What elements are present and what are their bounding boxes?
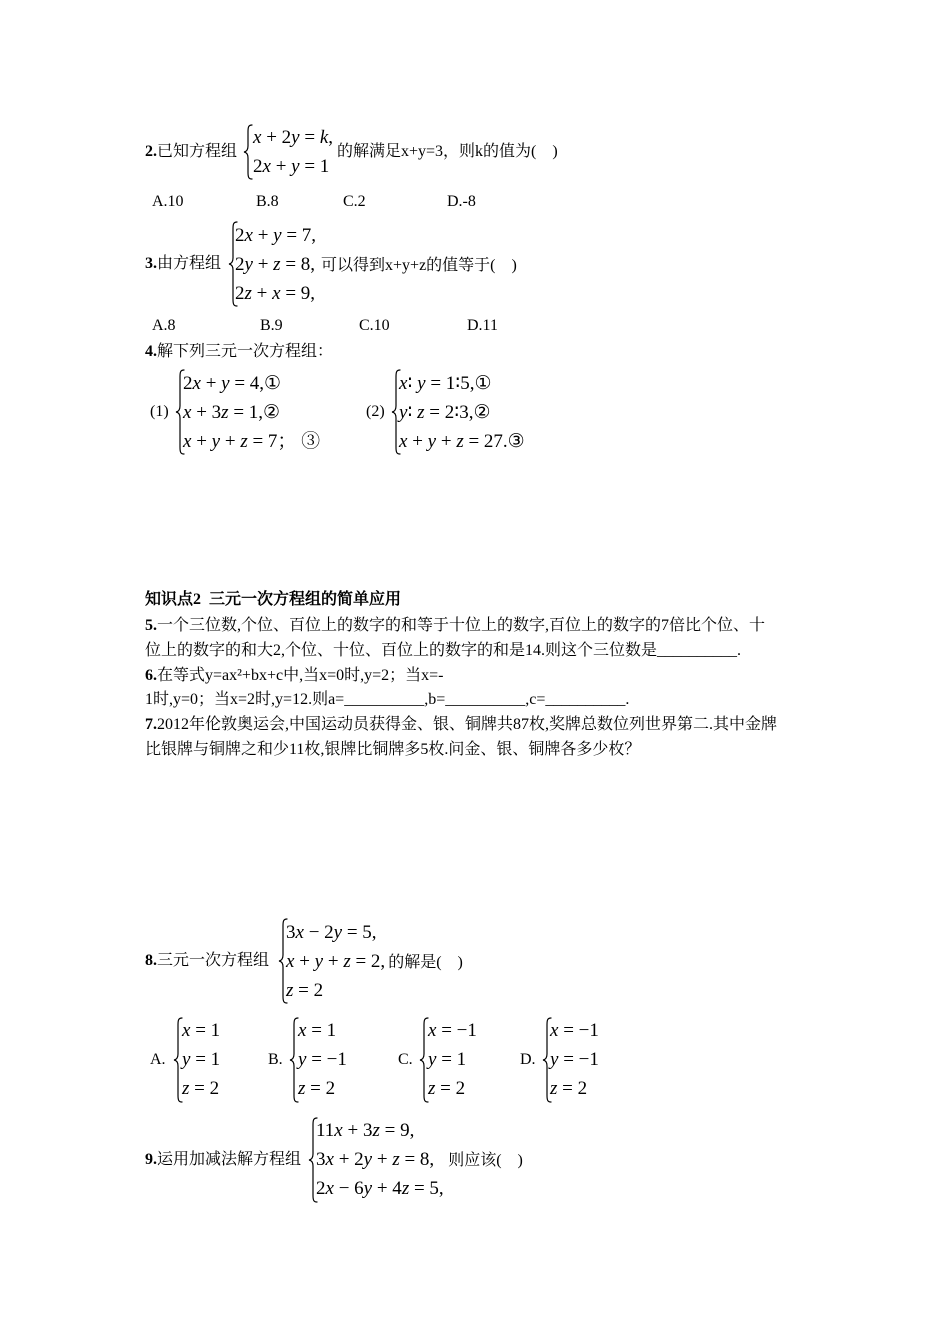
equation: x + y + z = 27.③: [399, 431, 525, 452]
problem-text: 三元一次方程组: [157, 952, 270, 969]
equation: 2x + y = 4,①: [183, 373, 282, 394]
problem-text: 2012年伦敦奥运会,中国运动员获得金、银、铜牌共87枚,奖牌总数位列世界第二.其中金牌: [157, 716, 778, 733]
equation-row: [428, 1045, 477, 1074]
equation-row: [253, 152, 333, 181]
problem-3-stem: [145, 254, 221, 274]
option-c: C.10: [359, 317, 390, 334]
equation: 3x + 2y + z = 8,: [316, 1149, 435, 1170]
problem-9-question: 则应该( ): [448, 1152, 523, 1169]
equation-row: [182, 1045, 220, 1074]
system-label: (2): [366, 403, 385, 420]
problem-number: 7.: [145, 716, 157, 733]
equation: y = 1: [182, 1049, 221, 1070]
equation-row: [316, 1116, 523, 1145]
option-c: C.2: [343, 193, 366, 210]
problem-7-line-1: [145, 715, 777, 735]
option-c-label: C.: [398, 1051, 413, 1068]
problem-number: 4.: [145, 343, 157, 360]
equation-row: [183, 427, 320, 456]
equation: 2x + y = 7,: [235, 225, 317, 246]
option-b: B.8: [256, 193, 279, 210]
equation: z = 2: [550, 1078, 588, 1099]
equation-row: [253, 123, 333, 152]
section-title: 知识点2 三元一次方程组的简单应用: [145, 591, 402, 608]
problem-8-stem: [145, 951, 269, 971]
equation: 2x − 6y + 4z = 5,: [316, 1178, 444, 1199]
problem-text: 由方程组: [157, 255, 222, 272]
problem-5-line-1: [145, 616, 765, 636]
problem-number: 9.: [145, 1151, 157, 1168]
option-a: A.8: [152, 317, 176, 334]
brace: [243, 124, 253, 180]
equation-row: [550, 1074, 599, 1103]
equation: z = 2: [286, 980, 324, 1001]
option-d-label: D.: [520, 1051, 536, 1068]
problem-6-line-1: [145, 666, 443, 686]
equation-row: [399, 369, 525, 398]
option-b-system: [298, 1016, 347, 1103]
equation-system: [286, 918, 463, 1005]
problem-2-stem: [145, 142, 237, 162]
equation-row: [316, 1145, 523, 1174]
equation: x = −1: [550, 1020, 599, 1041]
problem-number: 8.: [145, 952, 157, 969]
equation-row: [286, 976, 463, 1005]
equation: 3x − 2y = 5,: [286, 922, 377, 943]
equation: z = 2: [298, 1078, 336, 1099]
equation: y = 1: [428, 1049, 467, 1070]
equation-system: [399, 369, 525, 456]
equation: z = 2: [182, 1078, 220, 1099]
equation-system: [235, 221, 517, 308]
equation: x∶ y = 1∶5,①: [399, 373, 492, 394]
equation-system: [183, 369, 320, 456]
problem-8-question: 的解是( ): [388, 954, 463, 971]
equation: 2y + z = 8,: [235, 254, 316, 275]
option-b-label: B.: [268, 1051, 283, 1068]
equation-row: [298, 1074, 347, 1103]
problem-5-line-2: 位上的数字的和大2,个位、十位、百位上的数字的和是14.则这个三位数是__________.: [145, 642, 742, 659]
equation-row: [182, 1074, 220, 1103]
equation-row: [286, 947, 463, 976]
problem-number: 3.: [145, 255, 157, 272]
equation-row: [428, 1074, 477, 1103]
equation: y = −1: [298, 1049, 347, 1070]
problem-9-stem: [145, 1150, 301, 1170]
equation: 11x + 3z = 9,: [316, 1120, 415, 1141]
equation-row: [286, 918, 463, 947]
equation: x + 2y = k,: [253, 127, 333, 148]
problem-text: 已知方程组: [157, 143, 238, 160]
equation-system: [316, 1116, 523, 1203]
problem-3-question: 可以得到x+y+z的值等于( ): [321, 257, 517, 274]
equation-row: [183, 398, 320, 427]
equation: z = 2: [428, 1078, 466, 1099]
option-d: D.-8: [447, 193, 476, 210]
problem-4-stem: [145, 342, 333, 362]
equation: x = 1: [298, 1020, 337, 1041]
equation-row: [399, 427, 525, 456]
equation-row: [399, 398, 525, 427]
equation: y∶ z = 2∶3,②: [399, 402, 491, 423]
problem-text: 一个三位数,个位、百位上的数字的和等于十位上的数字,百位上的数字的7倍比个位、十: [157, 617, 766, 634]
problem-7-line-2: 比银牌与铜牌之和少11枚,银牌比铜牌多5枚.问金、银、铜牌各多少枚？: [145, 741, 641, 758]
equation: x + y + z = 2,: [286, 951, 386, 972]
equation: x + y + z = 7； ③: [183, 431, 321, 452]
equation: x = 1: [182, 1020, 221, 1041]
equation: x + 3z = 1,②: [183, 402, 281, 423]
option-b: B.9: [260, 317, 283, 334]
equation-row: [183, 369, 320, 398]
equation-row: [235, 250, 517, 279]
problem-number: 2.: [145, 143, 157, 160]
equation: x = −1: [428, 1020, 477, 1041]
problem-2-question: 的解满足x+y=3，则k的值为( ): [337, 143, 558, 160]
option-a-system: [182, 1016, 220, 1103]
equation-row: [550, 1016, 599, 1045]
equation-row: [298, 1016, 347, 1045]
equation: y = −1: [550, 1049, 599, 1070]
problem-text: 在等式y=ax²+bx+c中,当x=0时,y=2；当x=-: [157, 667, 444, 684]
equation-system: [253, 123, 333, 181]
equation-row: [550, 1045, 599, 1074]
problem-number: 6.: [145, 667, 157, 684]
option-d: D.11: [467, 317, 498, 334]
problem-text: 运用加减法解方程组: [157, 1151, 302, 1168]
option-d-system: [550, 1016, 599, 1103]
system-label: (1): [150, 403, 169, 420]
equation-row: [428, 1016, 477, 1045]
option-a: A.10: [152, 193, 184, 210]
equation-row: [235, 221, 517, 250]
option-a-label: A.: [150, 1051, 166, 1068]
equation-row: [235, 279, 517, 308]
option-c-system: [428, 1016, 477, 1103]
equation: 2x + y = 1: [253, 156, 330, 177]
problem-text: 解下列三元一次方程组：: [157, 343, 334, 360]
equation: 2z + x = 9,: [235, 283, 316, 304]
equation-row: [298, 1045, 347, 1074]
problem-number: 5.: [145, 617, 157, 634]
equation-row: [316, 1174, 523, 1203]
problem-6-line-2: 1时,y=0；当x=2时,y=12.则a=__________,b=__________,c=__________.: [145, 691, 630, 708]
equation-row: [182, 1016, 220, 1045]
